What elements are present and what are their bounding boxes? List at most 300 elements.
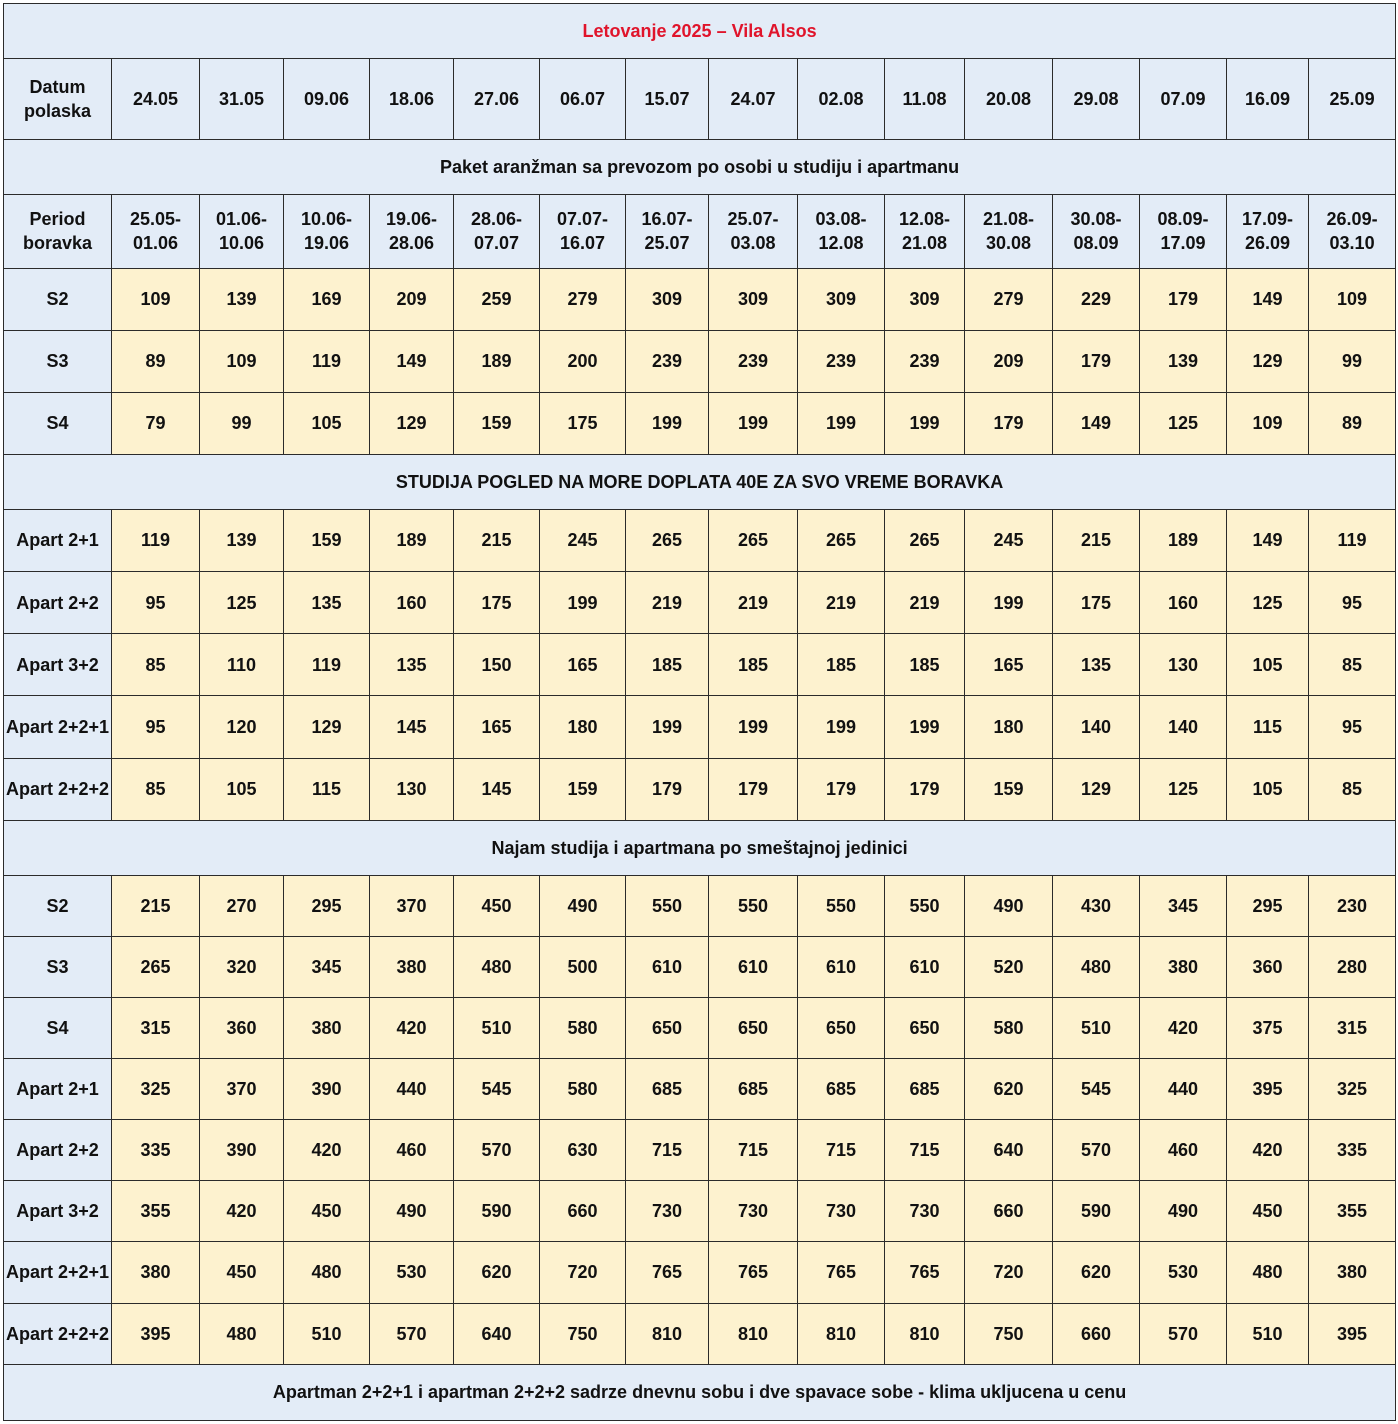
- price-cell: 550: [885, 875, 965, 936]
- stay-period-end: 17.09: [1160, 233, 1206, 254]
- stay-period-start: 21.08-: [982, 209, 1035, 230]
- price-cell: 215: [112, 875, 200, 936]
- price-cell: 510: [284, 1303, 370, 1364]
- price-cell: 355: [1309, 1181, 1396, 1242]
- price-cell: 95: [1309, 572, 1396, 634]
- price-cell: 610: [626, 936, 709, 997]
- departure-date: 20.08: [965, 59, 1053, 140]
- price-cell: 590: [454, 1181, 540, 1242]
- stay-period: [1140, 195, 1227, 268]
- price-cell: 105: [1227, 634, 1309, 696]
- price-cell: 550: [709, 875, 798, 936]
- price-cell: 129: [284, 696, 370, 758]
- price-cell: 650: [885, 997, 965, 1058]
- price-cell: 580: [965, 997, 1053, 1058]
- price-cell: 370: [200, 1059, 284, 1120]
- stay-period-start: 10.06-: [300, 209, 353, 230]
- price-cell: 620: [454, 1242, 540, 1303]
- table-body: [4, 4, 1396, 1421]
- price-cell: 460: [1140, 1120, 1227, 1181]
- stay-period-end: 10.06: [218, 233, 265, 254]
- price-cell: 85: [1309, 758, 1396, 820]
- departure-date: 18.06: [370, 59, 454, 140]
- price-cell: 219: [626, 572, 709, 634]
- price-cell: 130: [1140, 634, 1227, 696]
- departure-date: 07.09: [1140, 59, 1227, 140]
- unit-type-label: Apart 2+2: [4, 1120, 112, 1181]
- price-cell: 199: [540, 572, 626, 634]
- price-cell: 149: [1053, 392, 1140, 454]
- stay-period: [1053, 195, 1140, 268]
- price-cell: 135: [370, 634, 454, 696]
- departure-date: 16.09: [1227, 59, 1309, 140]
- stay-period: [1309, 195, 1396, 268]
- price-cell: 590: [1053, 1181, 1140, 1242]
- departure-date: 11.08: [885, 59, 965, 140]
- departure-date-label-line1: Datum: [29, 76, 86, 97]
- stay-period: [454, 195, 540, 268]
- stay-period-label-line1: Period: [29, 209, 86, 230]
- price-cell: 345: [284, 936, 370, 997]
- price-cell: 550: [798, 875, 885, 936]
- price-cell: 530: [370, 1242, 454, 1303]
- price-cell: 109: [1309, 268, 1396, 330]
- price-cell: 279: [965, 268, 1053, 330]
- price-cell: 440: [370, 1059, 454, 1120]
- stay-period: [1227, 195, 1309, 268]
- price-cell: 380: [1140, 936, 1227, 997]
- stay-period-start: 03.08-: [815, 209, 867, 230]
- price-cell: 199: [709, 392, 798, 454]
- departure-date: 29.08: [1053, 59, 1140, 140]
- price-cell: 199: [709, 696, 798, 758]
- price-cell: 199: [885, 696, 965, 758]
- price-table: [3, 3, 1396, 1421]
- price-cell: 230: [1309, 875, 1396, 936]
- stay-period-end: 25.07: [644, 233, 690, 254]
- section-heading-rental: Najam studija i apartmana po smeštajnoj jedinici: [4, 820, 1396, 875]
- price-cell: 179: [1053, 330, 1140, 392]
- unit-type-label: S3: [4, 330, 112, 392]
- price-cell: 265: [112, 936, 200, 997]
- stay-period: [112, 195, 200, 268]
- price-cell: 125: [1140, 758, 1227, 820]
- price-cell: 139: [200, 510, 284, 572]
- stay-period-end: 16.07: [559, 233, 606, 254]
- price-cell: 99: [200, 392, 284, 454]
- price-cell: 450: [1227, 1181, 1309, 1242]
- price-cell: 390: [200, 1120, 284, 1181]
- price-cell: 380: [284, 997, 370, 1058]
- title-row: [4, 4, 1396, 59]
- price-cell: 199: [798, 696, 885, 758]
- unit-type-label: S2: [4, 875, 112, 936]
- price-cell: 85: [1309, 634, 1396, 696]
- price-cell: 480: [454, 936, 540, 997]
- price-cell: 149: [1227, 510, 1309, 572]
- price-cell: 160: [1140, 572, 1227, 634]
- stay-period-end: 03.10: [1329, 233, 1375, 254]
- price-cell: 115: [1227, 696, 1309, 758]
- price-cell: 610: [798, 936, 885, 997]
- price-cell: 480: [1227, 1242, 1309, 1303]
- rental-unit-row: [4, 1059, 1396, 1120]
- price-cell: 720: [540, 1242, 626, 1303]
- price-cell: 85: [112, 758, 200, 820]
- price-cell: 125: [1227, 572, 1309, 634]
- departure-date-row: [4, 59, 1396, 140]
- price-cell: 160: [370, 572, 454, 634]
- package-apartment-row: [4, 510, 1396, 572]
- price-cell: 215: [454, 510, 540, 572]
- stay-period-end: 28.06: [388, 233, 435, 254]
- stay-period-end: 26.09: [1244, 233, 1291, 254]
- price-cell: 189: [1140, 510, 1227, 572]
- price-cell: 650: [798, 997, 885, 1058]
- unit-type-label: S2: [4, 268, 112, 330]
- price-cell: 105: [284, 392, 370, 454]
- unit-type-label: Apart 2+2: [4, 572, 112, 634]
- price-cell: 135: [1053, 634, 1140, 696]
- stay-period-end: 08.09: [1073, 233, 1119, 254]
- price-cell: 440: [1140, 1059, 1227, 1120]
- stay-period-end: 21.08: [901, 233, 948, 254]
- price-cell: 730: [626, 1181, 709, 1242]
- price-cell: 309: [626, 268, 709, 330]
- stay-period-start: 07.07-: [556, 209, 609, 230]
- price-cell: 325: [1309, 1059, 1396, 1120]
- price-cell: 480: [200, 1303, 284, 1364]
- price-cell: 660: [1053, 1303, 1140, 1364]
- rental-unit-row: [4, 1242, 1396, 1303]
- section-heading-sea-view: STUDIJA POGLED NA MORE DOPLATA 40E ZA SVO VREME BORAVKA: [4, 454, 1396, 509]
- price-cell: 610: [709, 936, 798, 997]
- price-cell: 245: [965, 510, 1053, 572]
- price-cell: 150: [454, 634, 540, 696]
- price-cell: 510: [1227, 1303, 1309, 1364]
- departure-date: 31.05: [200, 59, 284, 140]
- price-cell: 490: [370, 1181, 454, 1242]
- price-cell: 139: [200, 268, 284, 330]
- price-cell: 520: [965, 936, 1053, 997]
- price-cell: 550: [626, 875, 709, 936]
- price-cell: 259: [454, 268, 540, 330]
- footer-note: Apartman 2+2+1 i apartman 2+2+2 sadrze dnevnu sobu i dve spavace sobe - klima ukljucena u cenu: [4, 1364, 1396, 1420]
- price-cell: 490: [1140, 1181, 1227, 1242]
- price-cell: 135: [284, 572, 370, 634]
- price-cell: 185: [798, 634, 885, 696]
- price-cell: 420: [200, 1181, 284, 1242]
- stay-period: [540, 195, 626, 268]
- stay-period-start: 25.07-: [727, 209, 779, 230]
- price-cell: 199: [626, 696, 709, 758]
- price-cell: 219: [798, 572, 885, 634]
- price-cell: 650: [709, 997, 798, 1058]
- price-cell: 315: [112, 997, 200, 1058]
- price-cell: 109: [1227, 392, 1309, 454]
- price-cell: 265: [709, 510, 798, 572]
- price-cell: 810: [885, 1303, 965, 1364]
- price-cell: 145: [454, 758, 540, 820]
- price-cell: 209: [965, 330, 1053, 392]
- price-cell: 545: [454, 1059, 540, 1120]
- section-row-sea-view: [4, 454, 1396, 509]
- price-cell: 109: [112, 268, 200, 330]
- unit-type-label: Apart 2+1: [4, 1059, 112, 1120]
- price-cell: 480: [1053, 936, 1140, 997]
- price-cell: 630: [540, 1120, 626, 1181]
- price-cell: 320: [200, 936, 284, 997]
- rental-unit-row: [4, 1181, 1396, 1242]
- price-cell: 450: [454, 875, 540, 936]
- price-cell: 295: [284, 875, 370, 936]
- price-cell: 500: [540, 936, 626, 997]
- price-cell: 120: [200, 696, 284, 758]
- price-cell: 530: [1140, 1242, 1227, 1303]
- price-cell: 185: [885, 634, 965, 696]
- price-cell: 110: [200, 634, 284, 696]
- price-cell: 165: [540, 634, 626, 696]
- stay-period-end: 01.06: [132, 233, 179, 254]
- stay-period-row: [4, 195, 1396, 268]
- price-cell: 685: [798, 1059, 885, 1120]
- departure-date: 15.07: [626, 59, 709, 140]
- price-cell: 159: [965, 758, 1053, 820]
- price-cell: 179: [1140, 268, 1227, 330]
- price-cell: 265: [626, 510, 709, 572]
- price-cell: 149: [370, 330, 454, 392]
- price-cell: 89: [1309, 392, 1396, 454]
- price-cell: 490: [540, 875, 626, 936]
- price-cell: 119: [1309, 510, 1396, 572]
- stay-period: [370, 195, 454, 268]
- price-cell: 79: [112, 392, 200, 454]
- rental-unit-row: [4, 936, 1396, 997]
- departure-date: 27.06: [454, 59, 540, 140]
- price-cell: 280: [1309, 936, 1396, 997]
- stay-period-end: 12.08: [818, 233, 864, 254]
- price-cell: 99: [1309, 330, 1396, 392]
- section-heading-package: Paket aranžman sa prevozom po osobi u studiju i apartmanu: [4, 140, 1396, 195]
- departure-date: 25.09: [1309, 59, 1396, 140]
- price-cell: 105: [200, 758, 284, 820]
- unit-type-label: S4: [4, 392, 112, 454]
- departure-date-label: [4, 59, 112, 140]
- stay-period: [626, 195, 709, 268]
- price-cell: 580: [540, 997, 626, 1058]
- price-cell: 139: [1140, 330, 1227, 392]
- price-cell: 309: [885, 268, 965, 330]
- price-cell: 345: [1140, 875, 1227, 936]
- stay-period-end: 07.07: [473, 233, 520, 254]
- package-apartment-row: [4, 572, 1396, 634]
- price-cell: 490: [965, 875, 1053, 936]
- price-cell: 119: [112, 510, 200, 572]
- rental-unit-row: [4, 997, 1396, 1058]
- price-cell: 115: [284, 758, 370, 820]
- table-title: Letovanje 2025 – Vila Alsos: [4, 4, 1396, 59]
- stay-period: [885, 195, 965, 268]
- price-cell: 279: [540, 268, 626, 330]
- price-cell: 270: [200, 875, 284, 936]
- price-cell: 765: [885, 1242, 965, 1303]
- price-cell: 129: [370, 392, 454, 454]
- stay-period-start: 30.08-: [1070, 209, 1122, 230]
- price-cell: 335: [112, 1120, 200, 1181]
- price-cell: 95: [112, 696, 200, 758]
- stay-period-label: [4, 195, 112, 268]
- price-cell: 169: [284, 268, 370, 330]
- package-apartment-row: [4, 696, 1396, 758]
- departure-date: 06.07: [540, 59, 626, 140]
- stay-period-start: 17.09-: [1241, 209, 1294, 230]
- price-cell: 450: [200, 1242, 284, 1303]
- price-cell: 109: [200, 330, 284, 392]
- unit-type-label: S3: [4, 936, 112, 997]
- price-cell: 620: [965, 1059, 1053, 1120]
- price-cell: 720: [965, 1242, 1053, 1303]
- price-cell: 175: [540, 392, 626, 454]
- price-cell: 380: [1309, 1242, 1396, 1303]
- price-cell: 159: [540, 758, 626, 820]
- price-cell: 420: [284, 1120, 370, 1181]
- price-cell: 570: [1053, 1120, 1140, 1181]
- price-cell: 580: [540, 1059, 626, 1120]
- package-studio-row: [4, 392, 1396, 454]
- stay-period-start: 28.06-: [470, 209, 523, 230]
- departure-date: 24.05: [112, 59, 200, 140]
- price-cell: 355: [112, 1181, 200, 1242]
- section-row-package: [4, 140, 1396, 195]
- price-cell: 229: [1053, 268, 1140, 330]
- price-cell: 810: [798, 1303, 885, 1364]
- stay-period-start: 19.06-: [385, 209, 438, 230]
- package-studio-row: [4, 268, 1396, 330]
- price-cell: 715: [709, 1120, 798, 1181]
- price-cell: 179: [885, 758, 965, 820]
- price-cell: 165: [454, 696, 540, 758]
- price-cell: 309: [709, 268, 798, 330]
- price-cell: 180: [965, 696, 1053, 758]
- price-cell: 309: [798, 268, 885, 330]
- price-cell: 810: [626, 1303, 709, 1364]
- price-cell: 450: [284, 1181, 370, 1242]
- departure-date: 24.07: [709, 59, 798, 140]
- price-cell: 149: [1227, 268, 1309, 330]
- unit-type-label: S4: [4, 997, 112, 1058]
- price-cell: 610: [885, 936, 965, 997]
- price-cell: 140: [1053, 696, 1140, 758]
- price-cell: 239: [798, 330, 885, 392]
- price-cell: 295: [1227, 875, 1309, 936]
- price-cell: 715: [885, 1120, 965, 1181]
- price-cell: 730: [709, 1181, 798, 1242]
- price-cell: 660: [965, 1181, 1053, 1242]
- price-cell: 199: [626, 392, 709, 454]
- price-cell: 239: [885, 330, 965, 392]
- price-cell: 375: [1227, 997, 1309, 1058]
- price-cell: 395: [112, 1303, 200, 1364]
- price-cell: 199: [885, 392, 965, 454]
- price-cell: 265: [885, 510, 965, 572]
- price-cell: 175: [1053, 572, 1140, 634]
- price-cell: 165: [965, 634, 1053, 696]
- price-cell: 395: [1309, 1303, 1396, 1364]
- package-apartment-row: [4, 634, 1396, 696]
- price-cell: 640: [454, 1303, 540, 1364]
- unit-type-label: Apart 3+2: [4, 1181, 112, 1242]
- price-cell: 119: [284, 634, 370, 696]
- price-cell: 380: [370, 936, 454, 997]
- price-cell: 200: [540, 330, 626, 392]
- stay-period: [200, 195, 284, 268]
- price-cell: 189: [370, 510, 454, 572]
- price-cell: 145: [370, 696, 454, 758]
- rental-unit-row: [4, 1120, 1396, 1181]
- footer-row: [4, 1364, 1396, 1420]
- price-cell: 685: [626, 1059, 709, 1120]
- price-cell: 189: [454, 330, 540, 392]
- price-cell: 570: [454, 1120, 540, 1181]
- package-apartment-row: [4, 758, 1396, 820]
- price-cell: 370: [370, 875, 454, 936]
- price-cell: 730: [798, 1181, 885, 1242]
- price-cell: 129: [1227, 330, 1309, 392]
- price-cell: 390: [284, 1059, 370, 1120]
- price-cell: 685: [885, 1059, 965, 1120]
- stay-period-start: 16.07-: [641, 209, 693, 230]
- price-cell: 810: [709, 1303, 798, 1364]
- price-cell: 650: [626, 997, 709, 1058]
- price-cell: 765: [626, 1242, 709, 1303]
- price-cell: 660: [540, 1181, 626, 1242]
- price-cell: 325: [112, 1059, 200, 1120]
- price-cell: 510: [1053, 997, 1140, 1058]
- price-cell: 360: [1227, 936, 1309, 997]
- price-cell: 199: [965, 572, 1053, 634]
- unit-type-label: Apart 2+2+1: [4, 1242, 112, 1303]
- price-cell: 420: [370, 997, 454, 1058]
- price-cell: 215: [1053, 510, 1140, 572]
- price-cell: 209: [370, 268, 454, 330]
- price-cell: 95: [112, 572, 200, 634]
- price-cell: 730: [885, 1181, 965, 1242]
- price-cell: 620: [1053, 1242, 1140, 1303]
- price-cell: 180: [540, 696, 626, 758]
- price-cell: 480: [284, 1242, 370, 1303]
- price-cell: 430: [1053, 875, 1140, 936]
- rental-unit-row: [4, 875, 1396, 936]
- stay-period: [965, 195, 1053, 268]
- unit-type-label: Apart 2+2+1: [4, 696, 112, 758]
- stay-period: [798, 195, 885, 268]
- unit-type-label: Apart 2+2+2: [4, 1303, 112, 1364]
- price-cell: 199: [798, 392, 885, 454]
- departure-date-label-line2: polaska: [23, 101, 92, 122]
- unit-type-label: Apart 2+2+2: [4, 758, 112, 820]
- price-cell: 570: [370, 1303, 454, 1364]
- stay-period-start: 01.06-: [215, 209, 268, 230]
- price-cell: 265: [798, 510, 885, 572]
- price-cell: 219: [885, 572, 965, 634]
- price-cell: 420: [1227, 1120, 1309, 1181]
- price-cell: 239: [626, 330, 709, 392]
- rental-unit-row: [4, 1303, 1396, 1364]
- price-cell: 185: [626, 634, 709, 696]
- price-cell: 750: [540, 1303, 626, 1364]
- stay-period-end: 03.08: [730, 233, 776, 254]
- package-studio-row: [4, 330, 1396, 392]
